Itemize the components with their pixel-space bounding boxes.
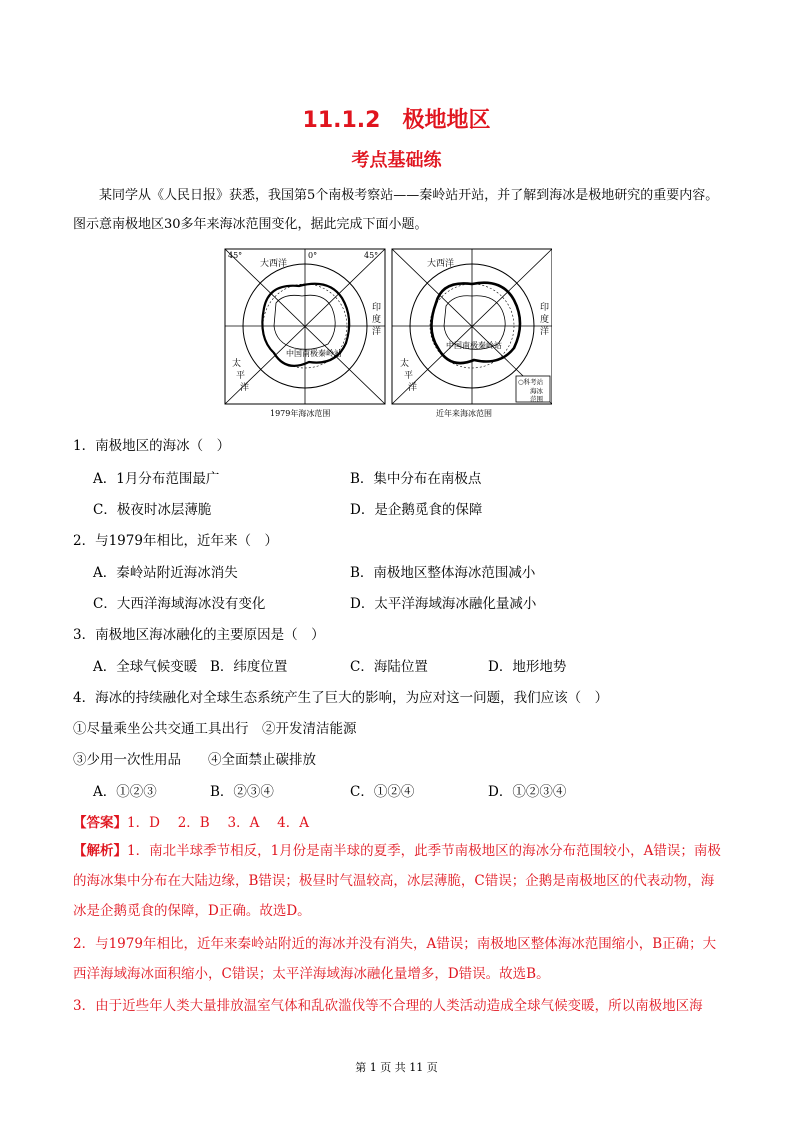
legend-seaice: 海冰 — [530, 387, 543, 395]
indian-label-1: 印 — [372, 303, 382, 313]
legend-station: ○科考站 — [518, 378, 544, 386]
question-2-stem: 2．与1979年相比，近年来（ ） — [73, 533, 278, 549]
indian-label-6: 洋 — [540, 327, 550, 337]
question-3-option-c: C．海陆位置 — [350, 659, 428, 675]
question-3-stem: 3．南极地区海冰融化的主要原因是（ ） — [73, 627, 325, 643]
pacific-label-2: 平 — [236, 371, 246, 381]
question-1-option-a: A．1月分布范围最广 — [93, 471, 220, 487]
indian-label-5: 度 — [540, 315, 550, 325]
caption-recent: 近年来海冰范围 — [436, 409, 492, 418]
antarctic-sea-ice-maps — [224, 248, 552, 420]
analysis-text-1: 1．南北半球季节相反，1月份是南半球的夏季，此季节南极地区的海冰分布范围较小，A错误；南极的海冰集中分布在大陆边缘，B错误；极昼时气温较高，冰层薄脆，C错误；企鹅是南极地区的代表动物，海冰是企鹅觅食的保障，D正确。故选D。 — [73, 843, 721, 919]
pacific-label-1: 太 — [232, 359, 242, 369]
indian-label-4: 印 — [540, 303, 550, 313]
question-4-option-a: A．①②③ — [93, 784, 157, 800]
question-3-option-b: B．纬度位置 — [210, 659, 288, 675]
question-1-option-c: C．极夜时冰层薄脆 — [93, 502, 212, 518]
pacific-label-4: 太 — [400, 359, 410, 369]
question-4-line-1: ①尽量乘坐公共交通工具出行 ②开发清洁能源 — [73, 721, 357, 737]
map-1979 — [225, 249, 385, 404]
deg-45-right-label: 45° — [364, 251, 379, 260]
indian-label-3: 洋 — [372, 327, 382, 337]
legend-range: 范围 — [530, 395, 543, 403]
station-label-2: 中国南极秦岭站 — [446, 341, 502, 350]
question-4-stem: 4．海冰的持续融化对全球生态系统产生了巨大的影响，为应对这一问题，我们应该（ ） — [73, 690, 609, 706]
question-2-option-d: D．太平洋海域海冰融化量减小 — [350, 596, 537, 612]
question-4-option-b: B．②③④ — [210, 784, 274, 800]
analysis-paragraph-1 — [73, 836, 723, 926]
analysis-paragraph-2: 2．与1979年相比，近年来秦岭站附近的海冰并没有消失，A错误；南极地区整体海冰范围缩小，B正确；大西洋海域海冰面积缩小，C错误；太平洋海域海冰融化量增多，D错误。故选B。 — [73, 936, 717, 982]
intro-paragraph: 某同学从《人民日报》获悉，我国第5个南极考察站——秦岭站开站，并了解到海冰是极地研究的重要内容。图示意南极地区30多年来海冰范围变化，据此完成下面小题。 — [73, 188, 719, 232]
question-1-stem: 1．南极地区的海冰（ ） — [73, 438, 231, 454]
question-1-option-b: B．集中分布在南极点 — [350, 471, 482, 487]
question-2-option-c: C．大西洋海域海冰没有变化 — [93, 596, 266, 612]
question-3-option-a: A．全球气候变暖 — [93, 659, 198, 675]
page-footer: 第 1 页 共 11 页 — [355, 1061, 438, 1074]
indian-label-2: 度 — [372, 315, 382, 325]
question-2-option-b: B．南极地区整体海冰范围减小 — [350, 565, 536, 581]
pacific-label-5: 平 — [404, 371, 414, 381]
question-4-option-d: D．①②③④ — [488, 784, 567, 800]
question-2-option-a: A．秦岭站附近海冰消失 — [93, 565, 238, 581]
deg-45-left-label: 45° — [228, 251, 243, 260]
analysis-paragraph-3: 3．由于近些年人类大量排放温室气体和乱砍滥伐等不合理的人类活动造成全球气候变暖，所以南极地区海 — [73, 998, 703, 1014]
analysis-label: 【解析】 — [73, 843, 127, 859]
station-label: 中国南极秦岭站 — [286, 349, 342, 358]
deg-0-label: 0° — [308, 251, 318, 260]
section-subtitle: 考点基础练 — [351, 150, 442, 171]
question-1-option-d: D．是企鹅觅食的保障 — [350, 502, 483, 518]
atlantic-label-2: 大西洋 — [427, 259, 455, 269]
caption-1979: 1979年海冰范围 — [270, 409, 331, 418]
answer-label: 【答案】 — [73, 815, 127, 831]
answer-text: 1．D 2．B 3．A 4．A — [127, 815, 309, 831]
pacific-label-6: 洋 — [408, 383, 418, 393]
question-4-option-c: C．①②④ — [350, 784, 415, 800]
question-4-line-2: ③少用一次性用品 ④全面禁止碳排放 — [73, 752, 316, 768]
pacific-label-3: 洋 — [240, 383, 250, 393]
atlantic-label: 大西洋 — [260, 259, 288, 269]
page-title: 11.1.2 极地地区 — [302, 108, 491, 133]
answer-line — [73, 811, 309, 831]
question-3-option-d: D．地形地势 — [488, 659, 567, 675]
